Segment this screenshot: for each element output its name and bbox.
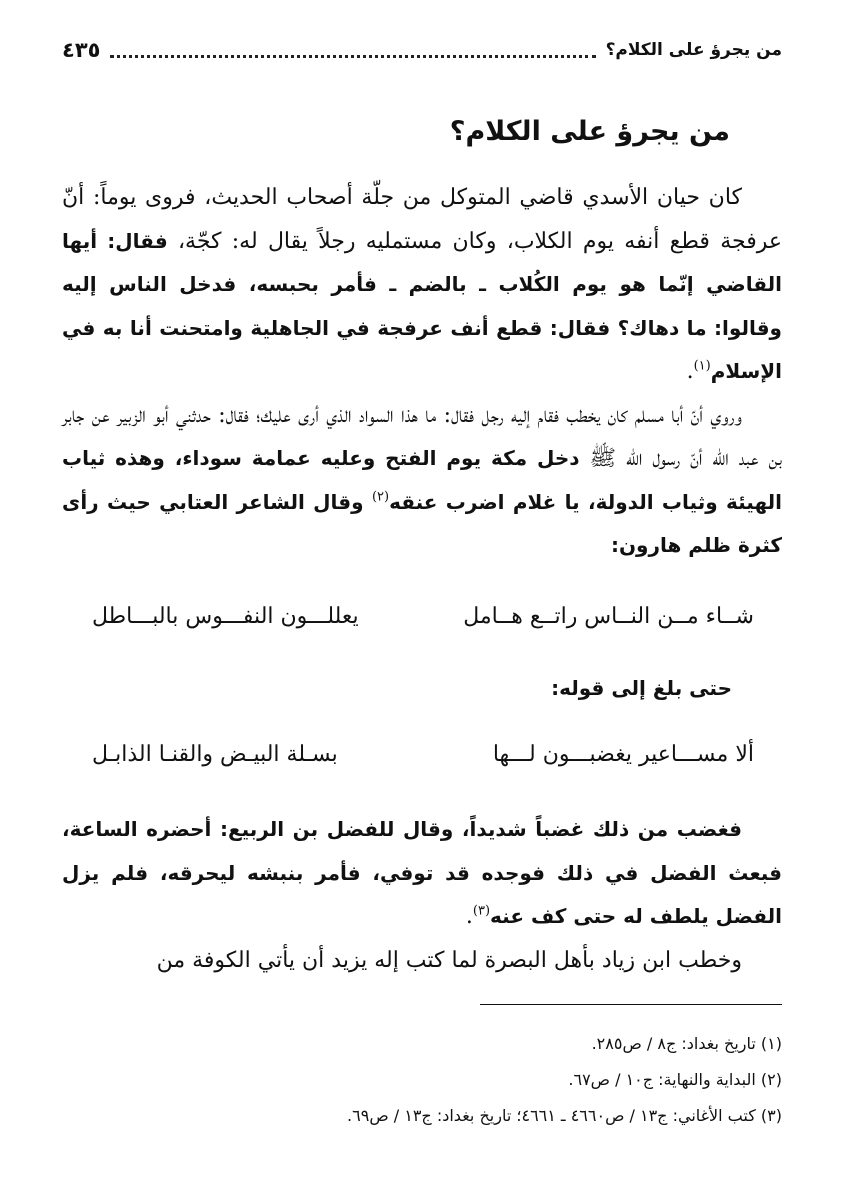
verse-transition: حتى بلغ إلى قوله: <box>551 676 732 700</box>
verse-hemistich-first: شــاء مــن النــاس راتــع هــامل <box>463 604 754 629</box>
footnote-ref-2: (٢) <box>371 489 390 505</box>
chapter-title: من يجرؤ على الكلام؟ <box>449 116 730 147</box>
running-title: من يجرؤ على الكلام؟ <box>605 40 782 60</box>
paragraph-text: وخطب ابن زياد بأهل البصرة لما كتب إله يزيد أن يأتي الكوفة من <box>156 947 742 973</box>
footnote-3: (٣) كتب الأغاني: ج١٣ / ص٤٦٦٠ ـ ٤٦٦١؛ تاريخ بغداد: ج١٣ / ص٦٩. <box>347 1106 782 1125</box>
paragraph-text: وروي أنّ أبا مسلم كان يخطب فقام إليه رجل فقال: ما هذا السواد الذي أرى عليك؛ فقال: حدثني أبو الزبير عن جابر بن عبد الله أنّ رسول الله ﷺ <box>62 402 782 471</box>
paragraph-ibn-ziyad <box>62 939 782 983</box>
running-header <box>62 34 782 66</box>
body-text-bottom <box>62 808 782 982</box>
verse-hemistich-second: يعللـــون النفـــوس بالبـــاطل <box>92 604 359 629</box>
body-text-top <box>62 176 782 568</box>
verse-line-2 <box>92 742 754 767</box>
paragraph-text: كان حيان الأسدي قاضي المتوكل من جلّة أصحاب الحديث، فروى يوماً: أنّ عرفجة قطع أنفه يوم الكلاب، وكان مستمليه رجلاً يقال له: كجّة، <box>62 185 782 254</box>
paragraph-hayyan <box>62 176 782 394</box>
paragraph-text-bold: فغضب من ذلك غضباً شديداً، وقال للفضل بن الربيع: أحضره الساعة، فبعث الفضل في ذلك فوجده قد توفي، فأمر بنبشه ليحرقه، فلم يزل الفضل يلطف له حتى كف عنه <box>62 817 782 928</box>
footnotes <box>62 1026 782 1134</box>
paragraph-text-bold: وقال الشاعر العتابي حيث رأى كثرة ظلم هارون: <box>62 489 782 557</box>
paragraph-text-bold: فقال: أيها القاضي إنّما هو يوم الكُلاب ـ بالضم ـ فأمر بحبسه، فدخل الناس إليه وقالوا: ما دهاك؟ فقال: قطع أنف عرفجة في الجاهلية وامتحنت أنا به في الإسلام <box>62 228 782 383</box>
paragraph-anger <box>62 808 782 939</box>
paragraph-text-bold: دخل مكة يوم الفتح وعليه عمامة سوداء، وهذه ثياب الهيئة وثياب الدولة، يا غلام اضرب عنقه <box>62 446 783 514</box>
verse-line-1 <box>92 604 754 629</box>
verse-hemistich-first: ألا مســـاعير يغضبـــون لـــها <box>492 742 754 767</box>
header-dot-leader <box>110 55 595 58</box>
verse-hemistich-second: بسـلة البيـض والقنـا الذابـل <box>92 742 338 767</box>
paragraph-abu-muslim <box>62 394 782 568</box>
footnote-ref-3: (٣) <box>472 903 491 919</box>
footnote-2: (٢) البداية والنهاية: ج١٠ / ص٦٧. <box>568 1070 782 1089</box>
paragraph-end: . <box>465 904 473 929</box>
footnote-1: (١) تاريخ بغداد: ج٨ / ص٢٨٥. <box>591 1034 782 1053</box>
page-number: ٤٣٥ <box>62 38 101 62</box>
paragraph-end: . <box>686 359 694 384</box>
footnote-ref-1: (١) <box>693 358 711 374</box>
footnote-separator <box>480 1004 782 1005</box>
